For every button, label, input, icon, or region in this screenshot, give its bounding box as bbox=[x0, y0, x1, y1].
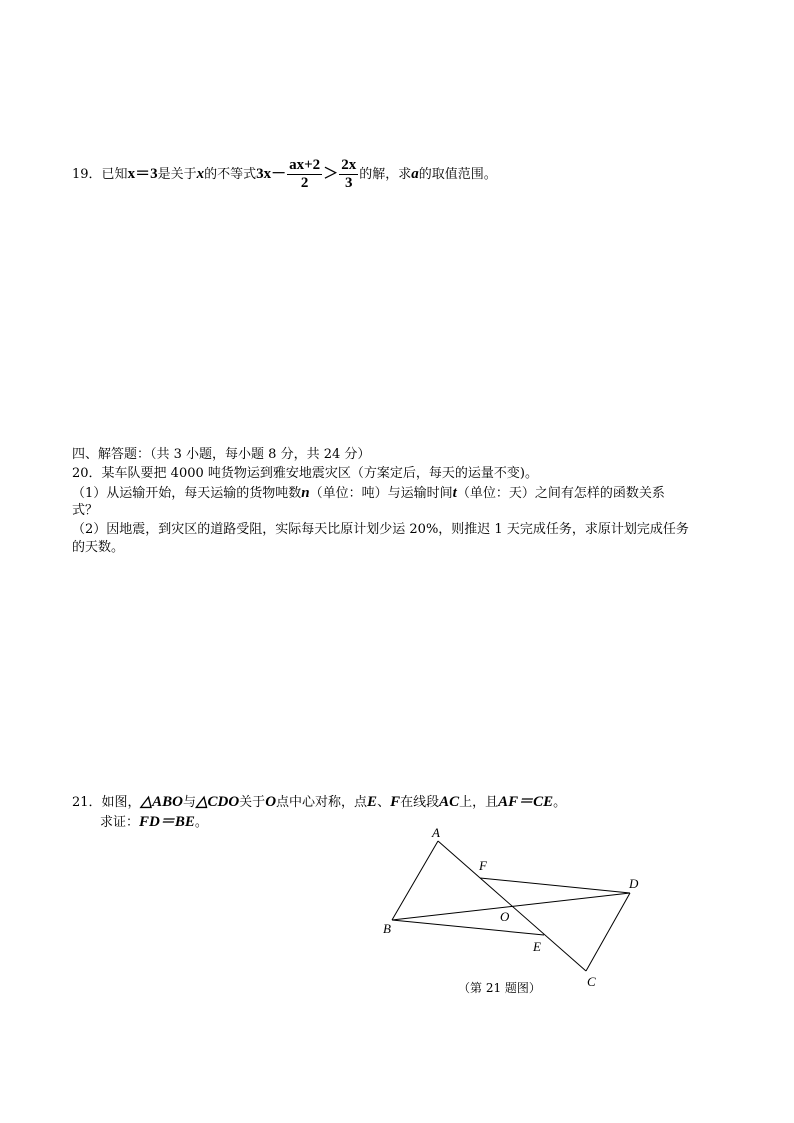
q19-gt: ＞ bbox=[323, 166, 339, 182]
q21-segment-ac: AC bbox=[439, 794, 460, 810]
q19-condition: x＝3 bbox=[127, 166, 158, 182]
label-d: D bbox=[629, 876, 639, 891]
q20-part2-a: （2）因地震，到灾区的道路受阻，实际每天比原计划少运 20%，则推迟 1 天完成任务，求原计划完成任务 bbox=[72, 522, 689, 537]
q19-frac1-den: 2 bbox=[300, 175, 309, 191]
q20-part1-b: （单位：吨）与运输时间 bbox=[309, 486, 453, 501]
segment-be bbox=[392, 920, 544, 935]
q19-line bbox=[72, 154, 497, 195]
q21-text-4: 点中心对称，点 bbox=[276, 795, 368, 810]
q20-var-t: t bbox=[452, 485, 457, 501]
q21-line bbox=[72, 793, 566, 812]
q19-frac2-num: 2x bbox=[341, 157, 357, 173]
q21-text-2: 与 bbox=[182, 795, 196, 810]
q19-fraction-2 bbox=[339, 157, 358, 192]
q19-text-2: 是关于 bbox=[157, 167, 197, 182]
q21-triangle-abo: △ABO bbox=[140, 794, 183, 810]
q19-frac1-num: ax+2 bbox=[289, 157, 321, 173]
q19-var-a: a bbox=[411, 166, 419, 182]
segment-ab bbox=[392, 841, 438, 920]
q20-var-n: n bbox=[301, 485, 310, 501]
q19-text-4: 的解，求 bbox=[359, 167, 412, 182]
label-a: A bbox=[432, 825, 440, 840]
segment-cd bbox=[586, 893, 630, 971]
q21-text-7: 。 bbox=[553, 795, 567, 810]
q21-sep: 、 bbox=[377, 795, 391, 810]
q21-text-5: 在线段 bbox=[400, 795, 440, 810]
label-o: O bbox=[500, 909, 510, 924]
q21-goal: FD＝BE bbox=[139, 814, 195, 830]
q21-prove-line bbox=[100, 813, 208, 832]
q19-var-x: x bbox=[196, 166, 205, 182]
q19-text-3: 的不等式 bbox=[204, 167, 257, 182]
q21-figure-caption: （第 21 题图） bbox=[458, 981, 541, 995]
q19-fraction-1 bbox=[287, 157, 322, 192]
q21-given-eq: AF＝CE bbox=[498, 794, 554, 810]
q20-part1-c: （单位：天）之间有怎样的函数关系 bbox=[456, 486, 665, 501]
q19-number: 19． bbox=[72, 167, 102, 182]
q21-point-f: F bbox=[390, 794, 401, 810]
q21-end: 。 bbox=[194, 815, 208, 830]
q21-point-o: O bbox=[265, 794, 277, 810]
segment-fd bbox=[480, 878, 630, 893]
q19-lhs: 3x－ bbox=[256, 166, 287, 182]
q20-intro: 20．某车队要把 4000 吨货物运到雅安地震灾区（方案定后，每天的运量不变)。 bbox=[72, 466, 538, 481]
q21-text-1: 21．如图， bbox=[72, 795, 141, 810]
q21-figure bbox=[370, 820, 660, 1000]
q21-prove-label: 求证： bbox=[100, 815, 140, 830]
segment-bd bbox=[392, 893, 630, 920]
section4-heading: 四、解答题：（共 3 小题，每小题 8 分，共 24 分） bbox=[72, 447, 371, 462]
label-e: E bbox=[533, 939, 541, 954]
label-b: B bbox=[383, 921, 391, 936]
q21-triangle-cdo: △CDO bbox=[195, 794, 240, 810]
label-c: C bbox=[587, 974, 596, 989]
label-f: F bbox=[479, 858, 487, 873]
q19-text-1: 已知 bbox=[101, 167, 128, 182]
q20-part1-d: 式？ bbox=[72, 503, 99, 518]
q19-text-5: 的取值范围。 bbox=[418, 167, 497, 182]
q20-part1-a: （1）从运输开始，每天运输的货物吨数 bbox=[72, 486, 302, 501]
q21-text-3: 关于 bbox=[239, 795, 266, 810]
q20-part1-line bbox=[72, 484, 665, 503]
q21-text-6: 上，且 bbox=[459, 795, 499, 810]
q21-point-e: E bbox=[367, 794, 378, 810]
q19-frac2-den: 3 bbox=[344, 175, 353, 191]
q20-part2-b: 的天数。 bbox=[72, 540, 125, 555]
